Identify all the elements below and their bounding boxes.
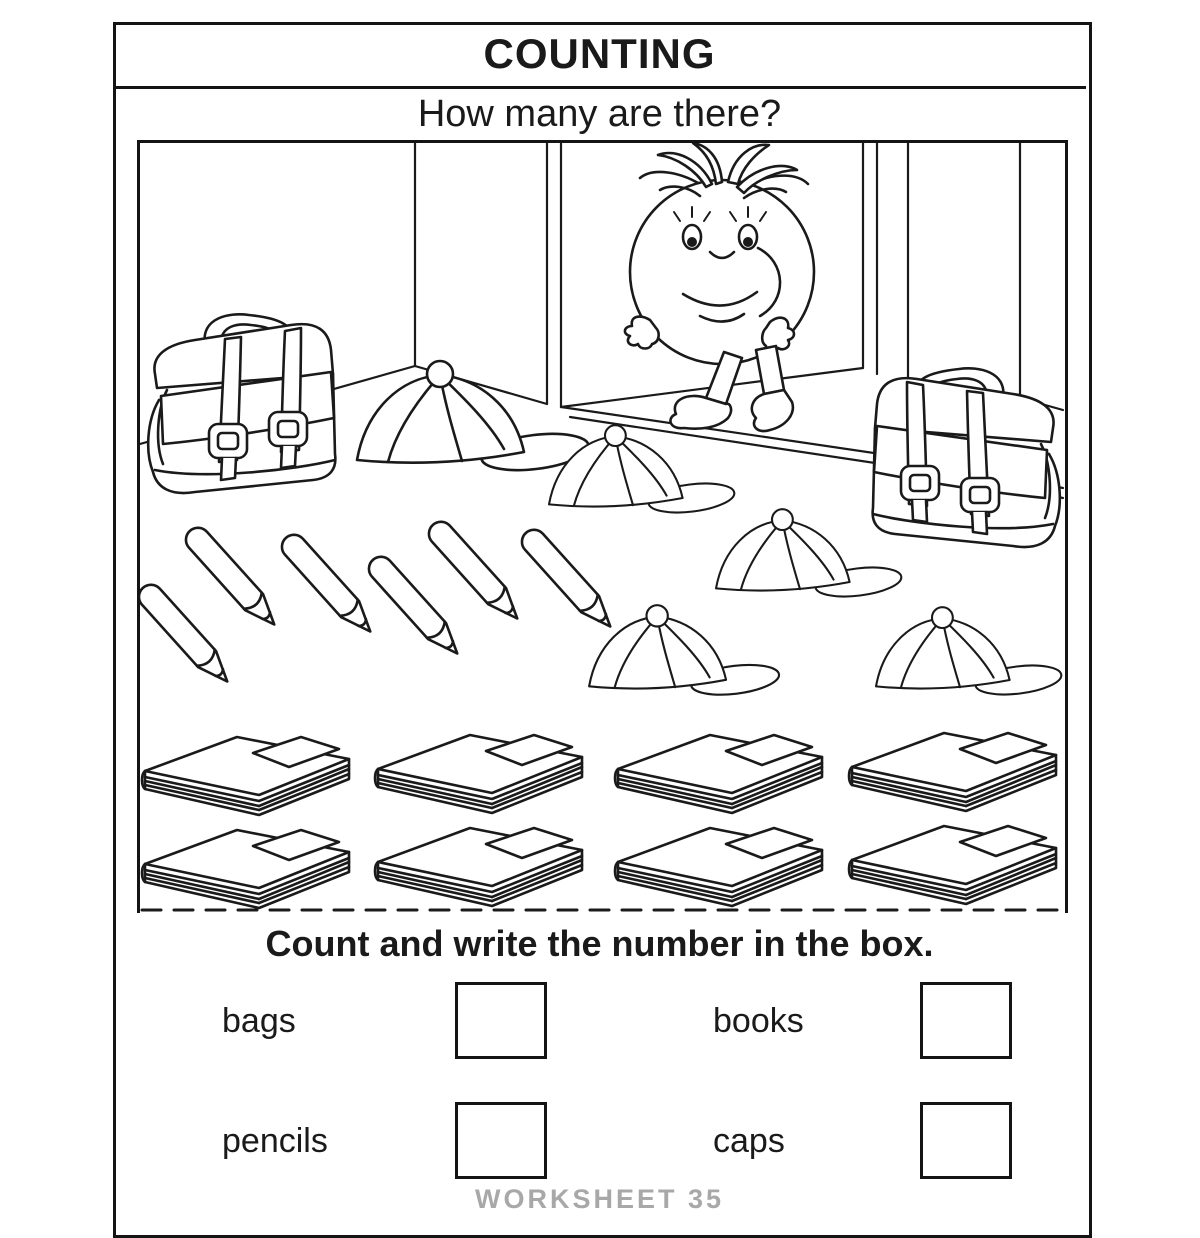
countable-objects: [140, 314, 1063, 908]
answer-box-bags[interactable]: [455, 982, 547, 1059]
label-caps: caps: [713, 1122, 785, 1160]
scene-illustration: [140, 143, 1065, 913]
pencil-6: [517, 525, 619, 635]
page-subtitle: How many are there?: [417, 92, 782, 135]
label-bags: bags: [222, 1002, 296, 1040]
book-3: [615, 735, 822, 813]
book-5: [142, 830, 349, 908]
tomato-character: [625, 143, 814, 431]
instruction-text: Count and write the number in the box.: [265, 923, 934, 964]
book-7: [615, 828, 822, 906]
pencil-4: [364, 552, 466, 662]
worksheet-footer: WORKSHEET 35: [474, 1184, 725, 1214]
book-4: [849, 733, 1056, 811]
cap-1: [357, 361, 591, 475]
cap-4: [589, 605, 781, 699]
pencil-3: [277, 530, 379, 640]
cap-5: [876, 607, 1063, 699]
bag-1: [148, 314, 335, 493]
pencil-5: [424, 517, 526, 627]
pencil-1: [140, 580, 236, 690]
title-band: [113, 22, 1086, 89]
label-books: books: [713, 1002, 804, 1040]
book-6: [375, 828, 582, 906]
book-8: [849, 826, 1056, 904]
page-title: COUNTING: [483, 30, 716, 77]
book-2: [375, 735, 582, 813]
bag-2: [873, 368, 1060, 547]
answer-box-pencils[interactable]: [455, 1102, 547, 1179]
pencil-2: [181, 523, 283, 633]
answer-box-caps[interactable]: [920, 1102, 1012, 1179]
answer-box-books[interactable]: [920, 982, 1012, 1059]
label-pencils: pencils: [222, 1122, 328, 1160]
book-1: [142, 737, 349, 815]
scene-frame: [137, 140, 1068, 913]
